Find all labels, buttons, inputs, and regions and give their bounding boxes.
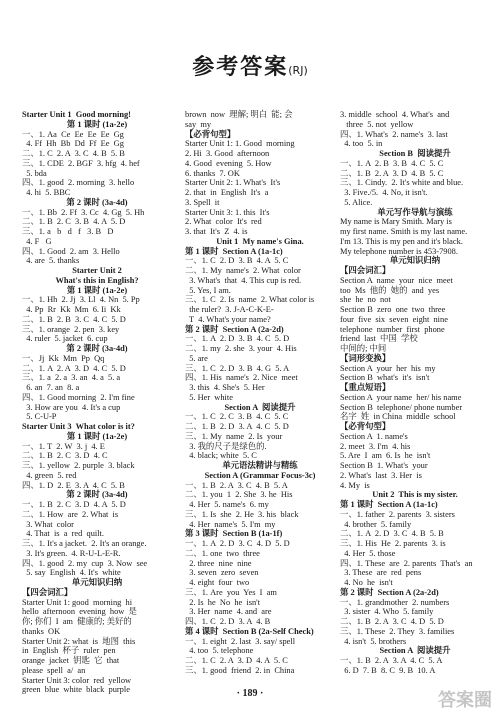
- answer-line: 一、1. B 2. C 3. D 4. A 5. D: [22, 500, 126, 509]
- answer-line: 二、1. A 2. D 3. C 4. B 5. B: [340, 529, 444, 539]
- answer-line: 四、1. D 2. E 3. A 4. C 5. B: [22, 480, 125, 490]
- answer-line: 第 1 课时 Section A (1a-1c): [340, 500, 438, 509]
- answer-line: 三、1. a 2. a 3. an 4. a 5. a: [22, 373, 121, 383]
- answer-line: 4. Her 5. those: [340, 548, 396, 558]
- answer-line: too Ms 他的 她的 and yes: [340, 285, 440, 295]
- answer-line: 2. What color It's red: [185, 217, 262, 227]
- answer-line: Section A (Grammar Focus-3c): [204, 470, 316, 480]
- answer-line: 一、1. A 2. B 3. B 4. C 5. C: [340, 158, 444, 168]
- answer-line: 中间的; 中间: [340, 344, 387, 353]
- answer-line: 四、1. C 2. D 3. A 4. B: [185, 617, 271, 626]
- answer-line: 3. It's green. 4. R-U-L-E-R.: [22, 548, 121, 558]
- answer-line: Unit 1 My name's Gina.: [216, 236, 304, 246]
- answer-line: Starter Unit 3: 1. this It's: [185, 207, 270, 217]
- answer-line: 你; 你们 I am 健康的; 美好的: [22, 617, 132, 626]
- answer-line: 一、1. Bb 2. Ff 3. Cc 4. Gg 5. Hh: [22, 207, 145, 217]
- answer-line: 5. C-U-P: [22, 412, 57, 422]
- answer-line: green blue white black purple: [22, 685, 130, 695]
- answer-line: 第 1 课时 Section A (1a-1c): [185, 246, 283, 256]
- answer-line: 4. Her name's 5. I'm my: [185, 519, 276, 529]
- answer-line: 3. Her name 4. and are: [185, 607, 272, 617]
- answer-line: 一、1. grandmother 2. numbers: [340, 597, 450, 607]
- answer-line: 三、1. His He 2. parents 3. is: [340, 539, 446, 548]
- answer-line: 三、1. These 2. They 3. families: [340, 626, 455, 636]
- answer-line: My telephone number is 453-7908.: [340, 246, 458, 256]
- answer-line: Starter Unit 1: good morning hi: [22, 597, 133, 607]
- answer-line: 【必背句型】: [185, 129, 236, 139]
- answer-line: 三、1. good friend 2. in China: [185, 665, 295, 675]
- answer-line: 5. Her white: [185, 392, 233, 402]
- answer-line: hello afternoon evening how 是: [22, 607, 137, 617]
- answer-line: 三、1. a b d f 3. B D: [22, 227, 114, 236]
- answer-line: 第 1 课时 (1a-2e): [66, 431, 128, 441]
- answer-line: 一、1. eight 2. last 3. say/ spell: [185, 636, 296, 646]
- answer-line: 4. brother 5. family: [340, 519, 412, 529]
- answer-line: Section B zero one two three: [340, 305, 446, 314]
- title-text: 参考答案: [192, 55, 289, 80]
- answer-line: Section A your her his my: [340, 363, 436, 373]
- answer-line: the ruler? 3. J-A-C-K-E-: [185, 305, 274, 314]
- answer-line: 一、1. Aa Ce Ee Ee Ee Gg: [22, 129, 124, 139]
- answer-line: orange jacket 钥匙 它 that: [22, 656, 120, 665]
- answer-line: Section B 阅读提升: [379, 149, 451, 158]
- answer-line: 第 2 课时 (3a-4d): [66, 344, 128, 353]
- answer-line: What's this in English?: [55, 275, 139, 285]
- answer-line: 二、1. B 2. A 3. C 4. D 5. D: [340, 617, 444, 626]
- answer-line: 2. What's last 3. Her is: [340, 470, 422, 480]
- answer-line: 3. middle school 4. What's and: [340, 110, 450, 119]
- answer-line: 二、1. B 2. C 3. D 4. C: [22, 451, 108, 461]
- answer-line: Unit 2 This is my sister.: [372, 490, 458, 500]
- answer-line: 四、1. good 2. my cup 3. Now see: [22, 558, 148, 568]
- answer-line: 第 2 课时 (3a-4d): [66, 490, 128, 500]
- answer-line: 6. an 7. an 8. a: [22, 383, 80, 392]
- answer-line: 第 2 课时 Section A (2a-2d): [340, 587, 439, 597]
- answer-line: 单元写作导航与演练: [377, 207, 453, 217]
- answer-line: 四、1. His name's 2. Nice meet: [185, 373, 298, 383]
- answer-line: 5. Yes, I am.: [185, 285, 231, 295]
- answer-line: 三、1. orange 2. pen 3. key: [22, 324, 120, 334]
- answer-line: 4. F G: [22, 236, 52, 246]
- answer-line: 一、1. Hh 2. Jj 3. Ll 4. Nn 5. Pp: [22, 295, 140, 305]
- answer-line: 4. Pp Rr Kk Mm 6. Ii Kk: [22, 305, 121, 314]
- answer-line: 5. bda: [22, 168, 47, 178]
- page-number: · 189 ·: [236, 688, 264, 699]
- answer-line: 四、1. These are 2. parents That's an: [340, 558, 473, 568]
- answer-line: Section A name your nice meet: [340, 275, 453, 285]
- answer-line: 第 2 课时 Section A (2a-2d): [185, 324, 284, 334]
- answer-line: 5. are: [185, 353, 208, 363]
- answer-line: 二、1. C 2. A 3. D 4. A 5. C: [185, 656, 288, 665]
- answer-line: 4. No he isn't: [340, 578, 393, 587]
- answer-column-1: [22, 110, 172, 695]
- answer-line: Section A 阅读提升: [379, 646, 451, 656]
- answer-line: 【词形变换】: [340, 353, 391, 363]
- answer-line: 【重点短语】: [340, 383, 391, 392]
- answer-line: 一、1. father 2. parents 3. sisters: [340, 509, 455, 519]
- answer-line: 一、1. B 2. A 3. C 4. B 5. A: [185, 480, 288, 490]
- answer-line: 第 4 课时 Section B (2a-Self Check): [185, 626, 314, 636]
- answer-line: Starter Unit 3 What color is it?: [22, 422, 135, 431]
- answer-line: 三、1. Is she 2. He 3. his black: [185, 509, 299, 519]
- answer-line: 二、1. C 2. A 3. C 4. B 5. B: [22, 149, 125, 158]
- answer-line: 三、1. C 2. Is name 2. What color is: [185, 295, 315, 305]
- answer-line: 4. isn't 5. brothers: [340, 636, 407, 646]
- answer-line: in English 杯子 ruler pen: [22, 646, 116, 656]
- answer-line: Starter Unit 2: 1. What's It's: [185, 178, 281, 188]
- answer-line: 第 2 课时 (3a-4d): [66, 197, 128, 207]
- answer-line: Starter Unit 2: [72, 266, 122, 275]
- answer-line: 3. that It's Z 4. is: [185, 227, 248, 236]
- answer-line: Section A your name her/ his name: [340, 392, 462, 402]
- answer-line: telephone number first phone: [340, 324, 445, 334]
- answer-line: 四、1. What's 2. name's 3. last: [340, 129, 448, 139]
- answer-line: 一、1. T 2. W 3. j 4. E: [22, 441, 105, 451]
- answer-line: 四、1. Good morning 2. I'm fine: [22, 392, 135, 402]
- answer-line: Starter Unit 2: what is 地图 this: [22, 636, 136, 646]
- answer-line: 3. 我的尺子是绿色的.: [185, 441, 267, 451]
- answer-line: 6. thanks 7. OK: [185, 168, 240, 178]
- answer-line: 2. three nine nine: [185, 558, 252, 568]
- answer-line: 二、1. A 2. A 3. D 4. C 5. D: [22, 363, 126, 373]
- answer-line: 一、Jj Kk Mm Pp Qq: [22, 353, 105, 363]
- answer-column-3: [340, 110, 490, 680]
- answer-line: 二、1. How are 2. What is: [22, 509, 119, 519]
- answer-line: Section A 1. name's: [340, 431, 408, 441]
- answer-line: T 4. What's your name?: [185, 314, 271, 324]
- answer-line: 4. My is: [340, 480, 370, 490]
- watermark-logo: 答案圈: [438, 690, 492, 711]
- answer-line: my first name. Smith is my last name.: [340, 227, 468, 236]
- answer-line: 三、1. Are you Yes I am: [185, 587, 277, 597]
- answer-line: 4. eight four two: [185, 578, 250, 587]
- answer-line: please spell a/ an: [22, 665, 86, 675]
- answer-line: Section B telephone/ phone number: [340, 402, 463, 412]
- answer-line: 单元语法精讲与精练: [222, 461, 298, 470]
- answer-line: 四、1. Good 2. am 3. Hello: [22, 246, 120, 256]
- answer-line: 二、1. B 2. B 3. C 4. C 5. D: [22, 314, 126, 324]
- answer-line: 4. Good evening 5. How: [185, 158, 272, 168]
- answer-line: four five six seven eight nine: [340, 314, 448, 324]
- answer-line: 6. D 7. B 8. C 9. B 10. A: [340, 665, 436, 675]
- answer-line: 一、1. A 2. D 3. C 4. D 5. D: [185, 539, 290, 548]
- answer-line: 3. Spell it: [185, 197, 220, 207]
- answer-line: 二、1. B 2. C 3. B 4. A 5. D: [22, 217, 126, 227]
- answer-line: 三、1. CDE 2. BGF 3. hfg 4. hef: [22, 158, 140, 168]
- answer-line: 【四会词汇】: [22, 587, 73, 597]
- answer-line: 单元知识归纳: [71, 578, 123, 587]
- answer-line: 三、1. C 2. D 3. B 4. G 5. A: [185, 363, 290, 373]
- answer-line: 二、1. B 2. A 3. D 4. B 5. C: [340, 168, 444, 178]
- answer-line: 4. hi 5. BBC: [22, 188, 71, 197]
- answer-line: 二、1. one two three: [185, 548, 260, 558]
- answer-line: 5. say English 4. It's white: [22, 568, 121, 578]
- answer-column-2: [185, 110, 335, 680]
- answer-line: 5. Alice.: [340, 197, 373, 207]
- answer-line: 2. Is he No he isn't: [185, 597, 261, 607]
- answer-line: 第 3 课时 Section B (1a-1f): [185, 529, 283, 539]
- answer-line: Starter Unit 3: color red yellow: [22, 675, 132, 685]
- answer-line: 一、1. B 2. A 3. A 4. C 5. A: [340, 656, 443, 665]
- page-title: [0, 50, 500, 81]
- answer-line: 4. black; white 5. C: [185, 451, 257, 461]
- edition-label: (RJ): [288, 64, 308, 77]
- answer-line: 2. that in English It's a: [185, 188, 269, 197]
- answer-line: 3. These are red pens: [340, 568, 422, 578]
- answer-line: 3. this 4. She's 5. Her: [185, 383, 265, 392]
- answer-line: 【必背句型】: [340, 422, 391, 431]
- answer-line: say my: [185, 119, 212, 129]
- answer-line: Section B what's it's isn't: [340, 373, 430, 383]
- answer-line: I'm 13. This is my pen and it's black.: [340, 236, 463, 246]
- answer-line: 三、1. Cindy. 2. It's white and blue.: [340, 178, 464, 188]
- answer-line: 3. Five./5. 4. No, it isn't.: [340, 188, 428, 197]
- answer-line: Starter Unit 1: 1. Good morning: [185, 139, 295, 149]
- answer-line: 3. What's that 4. This cup is red.: [185, 275, 302, 285]
- answer-line: 4. too 5. telephone: [185, 646, 254, 656]
- answer-line: 一、1. A 2. D 3. B 4. C 5. D: [185, 334, 290, 344]
- answer-line: 3. seven zero seven: [185, 568, 259, 578]
- answer-line: Starter Unit 1 Good morning!: [22, 110, 131, 119]
- answer-line: friend last 中国 学校: [340, 334, 418, 344]
- answer-line: 【四会词汇】: [340, 266, 391, 275]
- answer-line: 3. How are you 4. It's a cup: [22, 402, 121, 412]
- answer-line: 第 1 课时 (1a-2e): [66, 119, 128, 129]
- answer-line: My name is Mary Smith. Mary is: [340, 217, 452, 227]
- answer-line: 3. What color: [22, 519, 74, 529]
- answer-line: she he no not: [340, 295, 391, 305]
- answer-line: three 5. not yellow: [340, 119, 414, 129]
- answer-line: 一、1. C 2. D 3. B 4. A 5. C: [185, 256, 289, 266]
- answer-line: 2. Hi 3. Good afternoon: [185, 149, 270, 158]
- answer-line: 第 1 课时 (1a-2e): [66, 285, 128, 295]
- answer-line: 二、1. you 1 2. She 3. he His: [185, 490, 293, 500]
- answer-line: 4. ruler 5. jacket 6. cup: [22, 334, 108, 344]
- answer-line: 二、1. My name's 2. What color: [185, 266, 301, 275]
- answer-line: 4. Her 5. name's 6. my: [185, 500, 269, 509]
- answer-line: 单元知识归纳: [389, 256, 441, 266]
- answer-line: 4. Ff Hh Bb Dd Ff Ee Gg: [22, 139, 124, 149]
- answer-line: 4. are 5. thanks: [22, 256, 80, 266]
- answer-line: brown now 理解; 明白 能; 会: [185, 110, 293, 119]
- answer-line: 二、1. my 2. she 3. your 4. His: [185, 344, 297, 353]
- answer-line: 5. Are I am 6. Is he isn't: [340, 451, 431, 461]
- answer-line: Section B 1. What's your: [340, 461, 428, 470]
- answer-line: 4. too 5. in: [340, 139, 383, 149]
- answer-line: 名字 姓 in China middle school: [340, 412, 456, 422]
- answer-line: 三、1. It's a jacket. 2. It's an orange.: [22, 539, 147, 548]
- answer-line: 3. sister 4. Who 5. family: [340, 607, 434, 617]
- answer-line: thanks OK: [22, 626, 61, 636]
- answer-line: 一、1. C 2. C 3. B 4. C 5. C: [185, 412, 289, 422]
- answer-line: 2. meet 3. I'm 4. his: [340, 441, 411, 451]
- answer-line: 三、1. yellow 2. purple 3. black: [22, 461, 135, 470]
- answer-line: 四、1. good 2. morning 3. hello: [22, 178, 135, 188]
- answer-line: 三、1. My name 2. Is your: [185, 431, 283, 441]
- answer-line: Section A 阅读提升: [224, 402, 296, 412]
- answer-line: 二、1. B 2. D 3. A 4. C 5. D: [185, 422, 289, 431]
- answer-line: 4. That is a red quilt.: [22, 529, 104, 539]
- answer-line: 4. green 5. red: [22, 470, 77, 480]
